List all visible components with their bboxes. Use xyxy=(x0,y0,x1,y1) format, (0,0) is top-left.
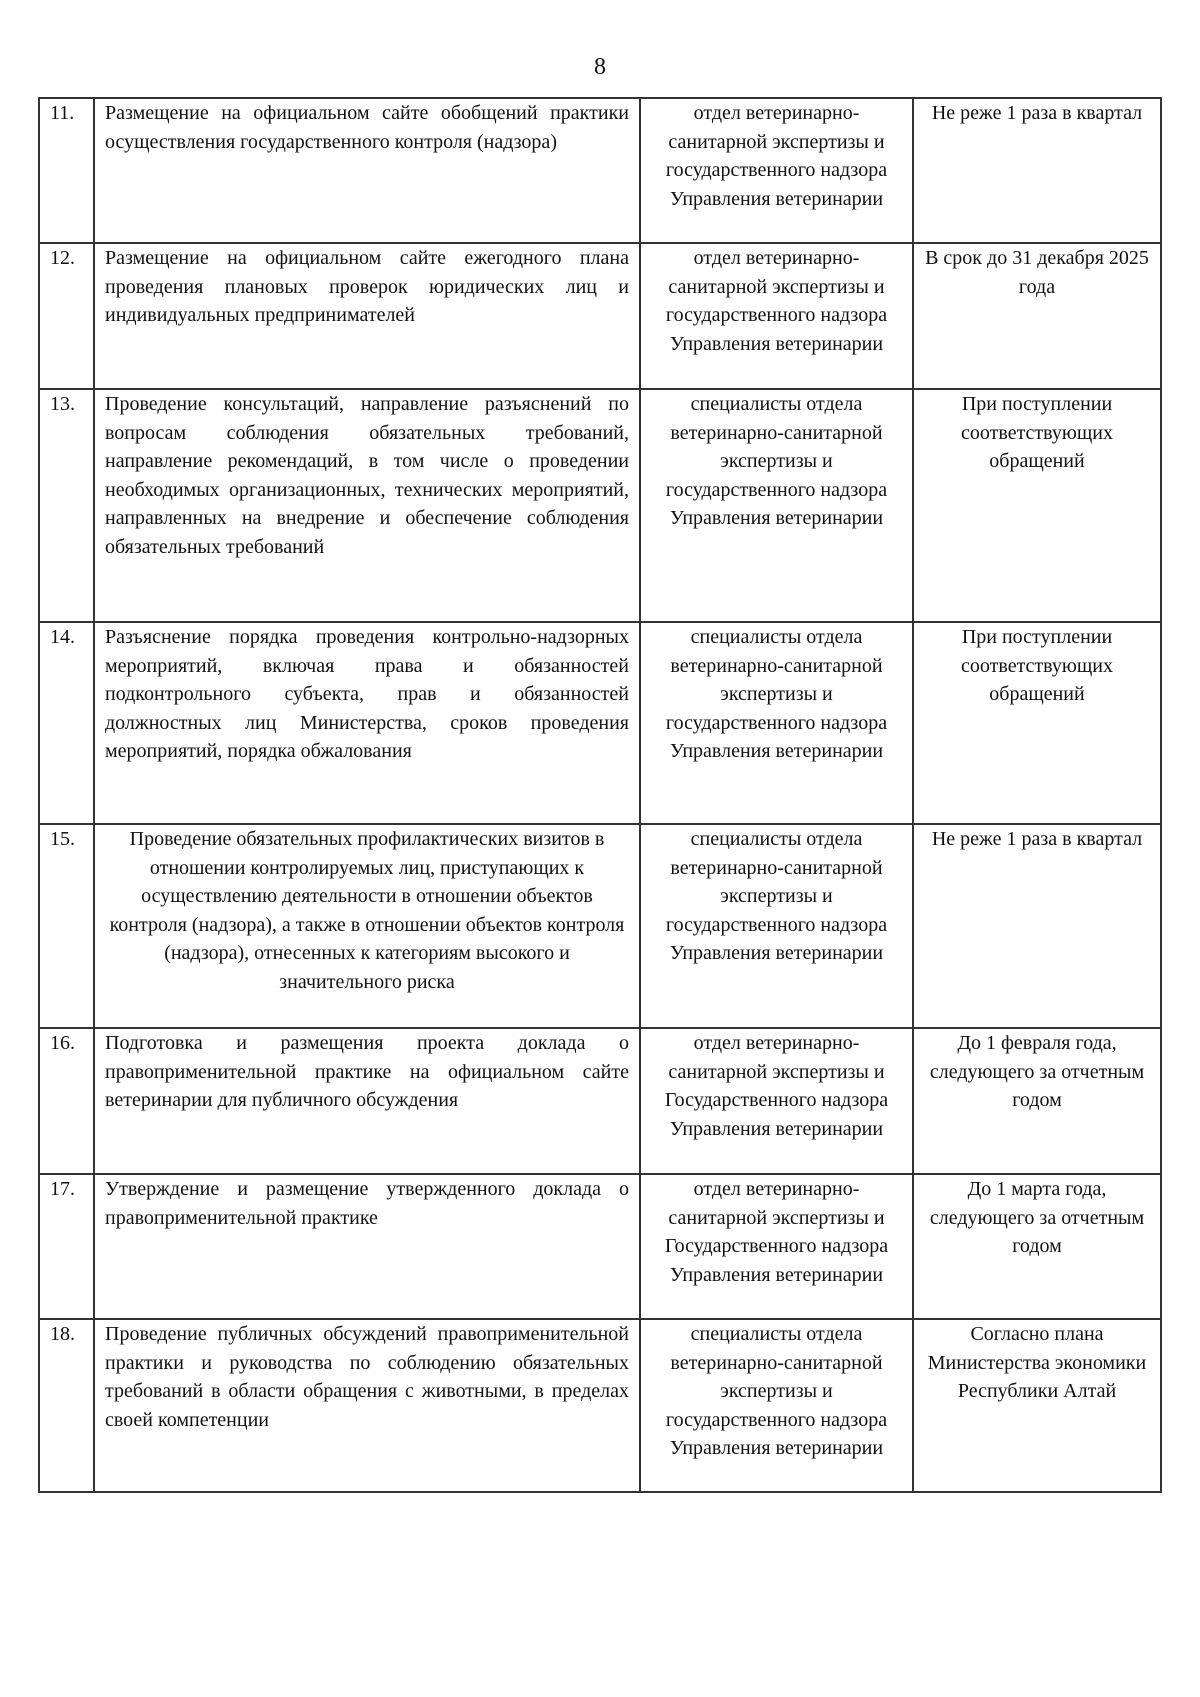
table-row xyxy=(39,389,1161,622)
row-number: 17. xyxy=(39,1174,94,1319)
measure-description: Проведение консультаций, направление разъяснений по вопросам соблюдения обязательных требований, направление рекомендаций, в том числе о проведении необходимых организационных, технических мероприятий, направленных на внедрение и обеспечение соблюдения обязательных требований xyxy=(94,389,640,622)
measure-description: Проведение обязательных профилактических визитов в отношении контролируемых лиц, приступающих к осуществлению деятельности в отношении объектов контроля (надзора), а также в отношении объектов контроля (надзора), отнесенных к категориям высокого и значительного риска xyxy=(94,824,640,1028)
responsible-unit: специалисты отдела ветеринарно-санитарной экспертизы и государственного надзора Управления ветеринарии xyxy=(640,1319,913,1492)
row-number: 16. xyxy=(39,1028,94,1174)
execution-term: До 1 марта года, следующего за отчетным годом xyxy=(913,1174,1161,1319)
measure-description: Размещение на официальном сайте обобщений практики осуществления государственного контроля (надзора) xyxy=(94,98,640,243)
measure-description: Разъяснение порядка проведения контрольно-надзорных мероприятий, включая права и обязанностей подконтрольного субъекта, прав и обязанностей должностных лиц Министерства, сроков проведения мероприятий, порядка обжалования xyxy=(94,622,640,824)
execution-term: При поступлении соответствующих обращений xyxy=(913,622,1161,824)
execution-term: При поступлении соответствующих обращений xyxy=(913,389,1161,622)
execution-term: Согласно плана Министерства экономики Республики Алтай xyxy=(913,1319,1161,1492)
execution-term: Не реже 1 раза в квартал xyxy=(913,824,1161,1028)
responsible-unit: специалисты отдела ветеринарно-санитарной экспертизы и государственного надзора Управления ветеринарии xyxy=(640,824,913,1028)
measure-description: Проведение публичных обсуждений правоприменительной практики и руководства по соблюдению обязательных требований в области обращения с животными, в пределах своей компетенции xyxy=(94,1319,640,1492)
row-number: 14. xyxy=(39,622,94,824)
table-row xyxy=(39,243,1161,389)
responsible-unit: отдел ветеринарно-санитарной экспертизы и государственного надзора Управления ветеринарии xyxy=(640,98,913,243)
responsible-unit: отдел ветеринарно-санитарной экспертизы и Государственного надзора Управления ветеринарии xyxy=(640,1028,913,1174)
responsible-unit: отдел ветеринарно-санитарной экспертизы и государственного надзора Управления ветеринарии xyxy=(640,243,913,389)
row-number: 13. xyxy=(39,389,94,622)
row-number: 11. xyxy=(39,98,94,243)
responsible-unit: специалисты отдела ветеринарно-санитарной экспертизы и государственного надзора Управления ветеринарии xyxy=(640,622,913,824)
row-number: 12. xyxy=(39,243,94,389)
table-row xyxy=(39,622,1161,824)
table-row xyxy=(39,1319,1161,1492)
measure-description: Подготовка и размещения проекта доклада о правоприменительной практике на официальном сайте ветеринарии для публичного обсуждения xyxy=(94,1028,640,1174)
table-row xyxy=(39,1174,1161,1319)
execution-term: Не реже 1 раза в квартал xyxy=(913,98,1161,243)
table-row xyxy=(39,824,1161,1028)
table-row xyxy=(39,1028,1161,1174)
measure-description: Утверждение и размещение утвержденного доклада о правоприменительной практике xyxy=(94,1174,640,1319)
measures-table xyxy=(38,97,1162,1493)
measure-description: Размещение на официальном сайте ежегодного плана проведения плановых проверок юридических лиц и индивидуальных предпринимателей xyxy=(94,243,640,389)
row-number: 15. xyxy=(39,824,94,1028)
page-number: 8 xyxy=(594,54,606,80)
responsible-unit: специалисты отдела ветеринарно-санитарной экспертизы и государственного надзора Управления ветеринарии xyxy=(640,389,913,622)
execution-term: До 1 февраля года, следующего за отчетным годом xyxy=(913,1028,1161,1174)
row-number: 18. xyxy=(39,1319,94,1492)
responsible-unit: отдел ветеринарно-санитарной экспертизы и Государственного надзора Управления ветеринарии xyxy=(640,1174,913,1319)
execution-term: В срок до 31 декабря 2025 года xyxy=(913,243,1161,389)
table-row xyxy=(39,98,1161,243)
